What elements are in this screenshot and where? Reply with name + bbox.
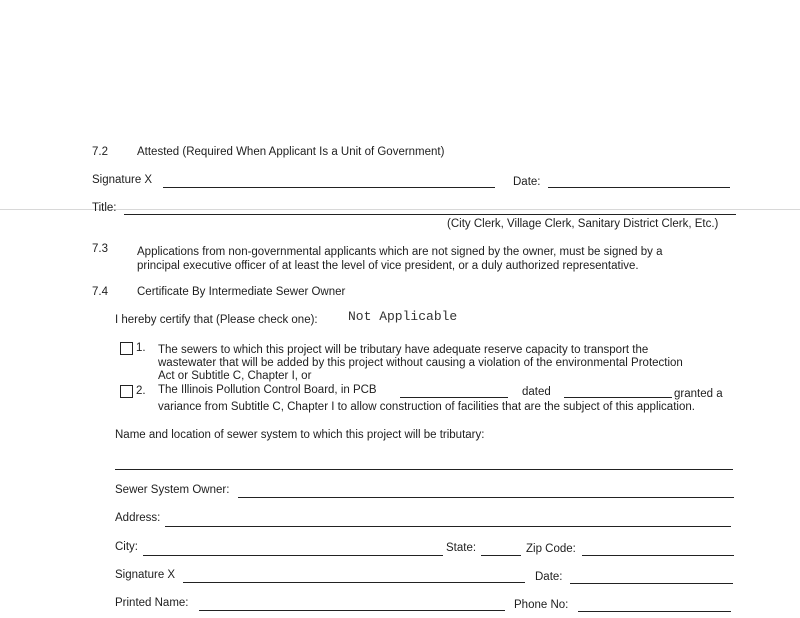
section-7-3-line-2: principal executive officer of at least the level of vice president, or a duly authorized representative. — [137, 260, 639, 272]
pcb-date-field[interactable] — [564, 397, 672, 398]
date-label-7-2: Date: — [513, 176, 541, 188]
zip-field[interactable] — [582, 555, 734, 556]
date-label-7-4: Date: — [535, 571, 563, 583]
signature-label-7-2: Signature X — [92, 174, 153, 186]
printed-name-field[interactable] — [199, 610, 505, 611]
name-location-field[interactable] — [115, 469, 733, 470]
option-1-line-3: Act or Subtitle C, Chapter I, or — [158, 370, 312, 382]
title-field-7-2[interactable] — [124, 214, 736, 215]
city-field[interactable] — [143, 555, 443, 556]
title-label-7-2: Title: — [92, 202, 117, 214]
printed-name-label: Printed Name: — [115, 597, 189, 609]
option-2-line-2: variance from Subtitle C, Chapter I to allow construction of facilities that are the subject of this application. — [158, 401, 695, 413]
certify-instruction: I hereby certify that (Please check one): — [115, 314, 318, 326]
section-7-2-heading: Attested (Required When Applicant Is a Unit of Government) — [137, 146, 445, 158]
section-7-4-heading: Certificate By Intermediate Sewer Owner — [137, 286, 346, 298]
option-2-checkbox[interactable] — [120, 385, 133, 398]
state-label: State: — [446, 542, 477, 554]
address-label: Address: — [115, 512, 161, 524]
typed-not-applicable: Not Applicable — [348, 309, 458, 324]
option-1-number: 1. — [136, 342, 146, 354]
title-hint-7-2: (City Clerk, Village Clerk, Sanitary District Clerk, Etc.) — [447, 218, 719, 230]
option-1-checkbox[interactable] — [120, 342, 133, 355]
option-2-text: The Illinois Pollution Control Board, in PCB — [158, 384, 377, 396]
option-1-line-2: wastewater that will be added by this project without causing a violation of the environmental Protection — [158, 357, 683, 369]
signature-field-7-2[interactable] — [163, 187, 495, 188]
phone-field[interactable] — [578, 611, 731, 612]
address-field[interactable] — [165, 526, 731, 527]
pcb-number-field[interactable] — [400, 397, 508, 398]
phone-label: Phone No: — [514, 599, 569, 611]
name-location-label: Name and location of sewer system to which this project will be tributary: — [115, 429, 485, 441]
date-field-7-4[interactable] — [570, 583, 733, 584]
option-1-line-1: The sewers to which this project will be tributary have adequate reserve capacity to transport the — [158, 344, 649, 356]
owner-field[interactable] — [238, 497, 734, 498]
section-7-3-line-1: Applications from non-governmental applicants which are not signed by the owner, must be signed by a — [137, 246, 663, 258]
state-field[interactable] — [481, 555, 521, 556]
owner-label: Sewer System Owner: — [115, 484, 230, 496]
option-2-dated: dated — [522, 386, 551, 398]
city-label: City: — [115, 541, 138, 553]
option-2-granted: granted a — [674, 388, 723, 400]
section-7-4-number: 7.4 — [92, 286, 108, 298]
section-7-2-number: 7.2 — [92, 146, 108, 158]
zip-label: Zip Code: — [526, 543, 576, 555]
date-field-7-2[interactable] — [548, 187, 730, 188]
scan-artifact-line — [0, 209, 800, 210]
signature-label-7-4: Signature X — [115, 569, 176, 581]
section-7-3-number: 7.3 — [92, 243, 108, 255]
signature-field-7-4[interactable] — [183, 582, 525, 583]
option-2-number: 2. — [136, 385, 146, 397]
